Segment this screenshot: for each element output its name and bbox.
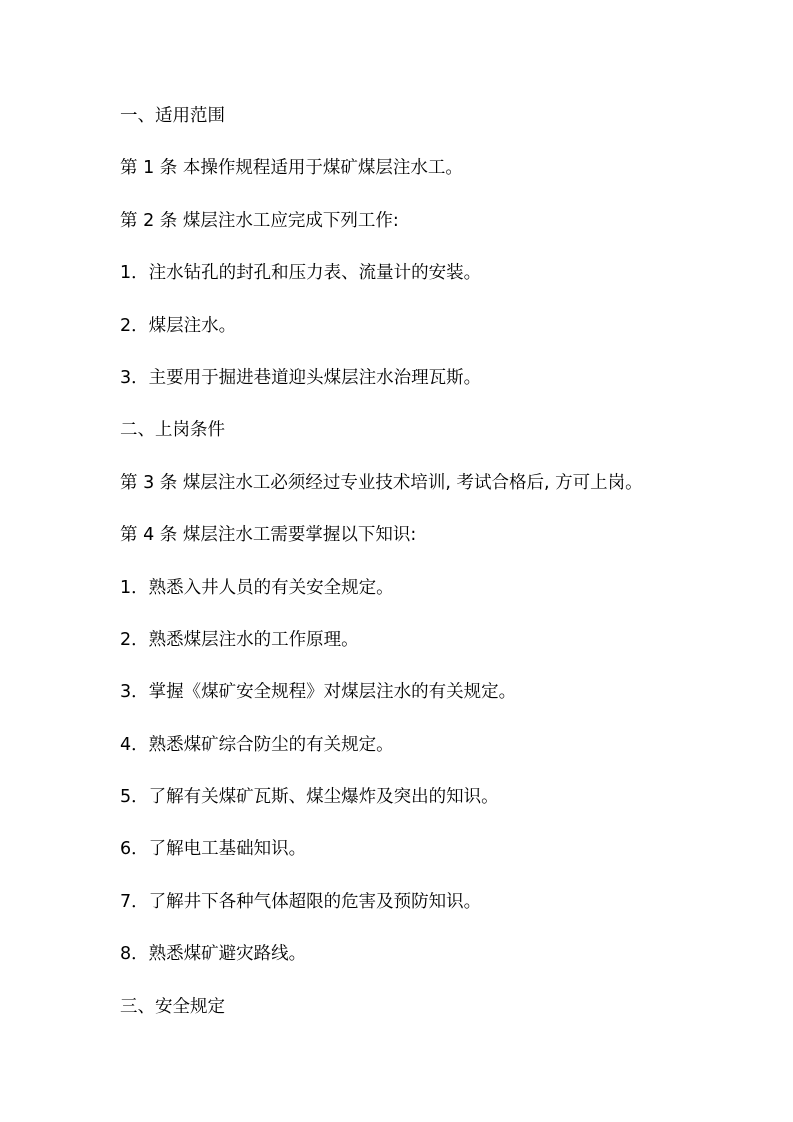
article-4-item-7: 7．了解井下各种气体超限的危害及预防知识。: [120, 891, 482, 912]
article-4-item-1: 1．熟悉入井人员的有关安全规定。: [120, 577, 394, 598]
article-2-item-3: 3．主要用于掘进巷道迎头煤层注水治理瓦斯。: [120, 367, 482, 388]
article-4-item-6: 6．了解电工基础知识。: [120, 839, 307, 860]
article-2-item-2: 2．煤层注水。: [120, 315, 237, 336]
document-body: [120, 103, 720, 1046]
article-4-item-5: 5．了解有关煤矿瓦斯、煤尘爆炸及突出的知识。: [120, 787, 499, 808]
article-1: 第 1 条 本操作规程适用于煤矿煤层注水工。: [120, 158, 463, 179]
section-heading-scope: 一、适用范围: [120, 106, 225, 126]
section-heading-qualification: 二、上岗条件: [120, 420, 225, 441]
section-heading-safety: 三、安全规定: [120, 996, 225, 1017]
article-2-item-1: 1．注水钻孔的封孔和压力表、流量计的安装。: [120, 263, 482, 284]
article-4-item-3: 3．掌握《煤矿安全规程》对煤层注水的有关规定。: [120, 682, 517, 703]
article-4: 第 4 条 煤层注水工需要掌握以下知识:: [120, 525, 417, 546]
article-2: 第 2 条 煤层注水工应完成下列工作:: [120, 210, 399, 231]
article-4-item-8: 8．熟悉煤矿避灾路线。: [120, 944, 307, 965]
article-4-item-4: 4．熟悉煤矿综合防尘的有关规定。: [120, 734, 394, 755]
article-3: 第 3 条 煤层注水工必须经过专业技术培训, 考试合格后, 方可上岗。: [120, 472, 643, 493]
article-4-item-2: 2．熟悉煤层注水的工作原理。: [120, 629, 359, 650]
